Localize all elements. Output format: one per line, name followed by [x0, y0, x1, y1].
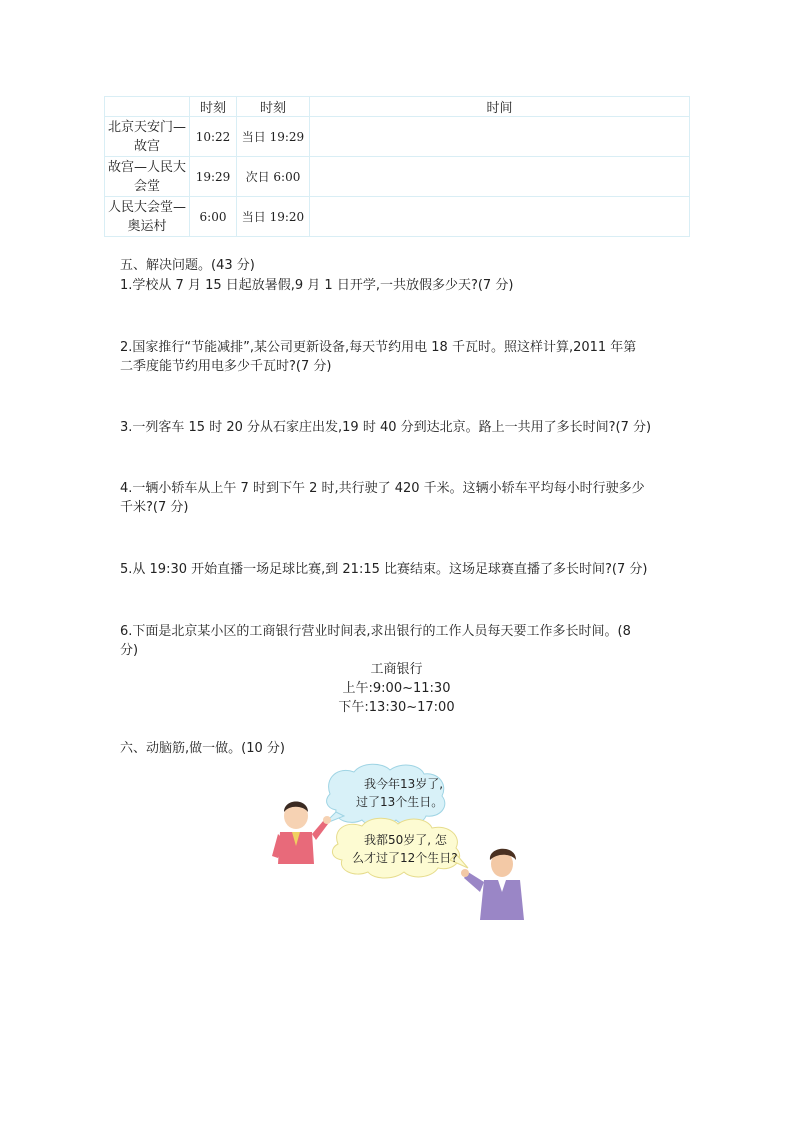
- duration-cell[interactable]: [310, 117, 690, 157]
- illustration-svg: [272, 760, 532, 926]
- bank-name: 工商银行: [370, 662, 423, 677]
- question-1: 1.学校从 7 月 15 日起放暑假,9 月 1 日开学,一共放假多少天?(7 分): [120, 278, 514, 293]
- bank-hours-am: 上午:9:00~11:30: [342, 681, 451, 696]
- bank-hours-pm: 下午:13:30~17:00: [338, 700, 455, 715]
- duration-cell[interactable]: [310, 157, 690, 197]
- bubble-1-line-2: 过了13个生日。: [356, 795, 444, 809]
- question-5: 5.从 19:30 开始直播一场足球比赛,到 21:15 比赛结束。这场足球赛直播了多长时间?(7 分): [120, 562, 648, 577]
- section-6-title: 六、动脑筋,做一做。(10 分): [120, 741, 285, 756]
- trip-time-table: [104, 96, 690, 237]
- start-time-cell: 10:22: [190, 117, 237, 157]
- bubble-2-line-2: 么才过了12个生日?: [352, 851, 458, 865]
- end-time-cell: 当日 19:29: [237, 117, 310, 157]
- start-time-cell: 19:29: [190, 157, 237, 197]
- boy-figure: [272, 802, 331, 865]
- table-header-row: [105, 97, 690, 117]
- question-2-line-2: 二季度能节约用电多少千瓦时?(7 分): [120, 359, 332, 374]
- question-2-line-1: 2.国家推行“节能减排”,某公司更新设备,每天节约用电 18 千瓦时。照这样计算,2011 年第: [120, 340, 637, 355]
- question-3: 3.一列客车 15 时 20 分从石家庄出发,19 时 40 分到达北京。路上一共用了多长时间?(7 分): [120, 420, 652, 435]
- duration-cell[interactable]: [310, 197, 690, 237]
- question-4-line-1: 4.一辆小轿车从上午 7 时到下午 2 时,共行驶了 420 千米。这辆小轿车平均每小时行驶多少: [120, 481, 645, 496]
- speech-bubble-boy: [324, 764, 445, 826]
- place-cell: 故宫—人民大会堂: [105, 157, 190, 197]
- man-figure: [461, 849, 524, 920]
- question-6-line-2: 分): [120, 643, 139, 658]
- end-time-cell: 当日 19:20: [237, 197, 310, 237]
- table-header-cell: 时刻: [237, 97, 310, 117]
- table-row: [105, 197, 690, 237]
- end-time-cell: 次日 6:00: [237, 157, 310, 197]
- question-4-line-2: 千米?(7 分): [120, 500, 189, 515]
- bubble-1-line-1: 我今年13岁了,: [364, 777, 444, 791]
- section-5-title: 五、解决问题。(43 分): [120, 258, 255, 273]
- question-6-line-1: 6.下面是北京某小区的工商银行营业时间表,求出银行的工作人员每天要工作多长时间。(8: [120, 624, 631, 639]
- speech-bubble-man: [332, 818, 468, 878]
- start-time-cell: 6:00: [190, 197, 237, 237]
- table-header-cell: 时刻: [190, 97, 237, 117]
- birthday-puzzle-illustration: [272, 760, 532, 926]
- bubble-2-line-1: 我都50岁了, 怎: [364, 833, 447, 847]
- place-cell: 人民大会堂—奥运村: [105, 197, 190, 237]
- table-header-cell: 时间: [310, 97, 690, 117]
- table-row: [105, 117, 690, 157]
- table-header-cell: [105, 97, 190, 117]
- place-cell: 北京天安门—故宫: [105, 117, 190, 157]
- table-row: [105, 157, 690, 197]
